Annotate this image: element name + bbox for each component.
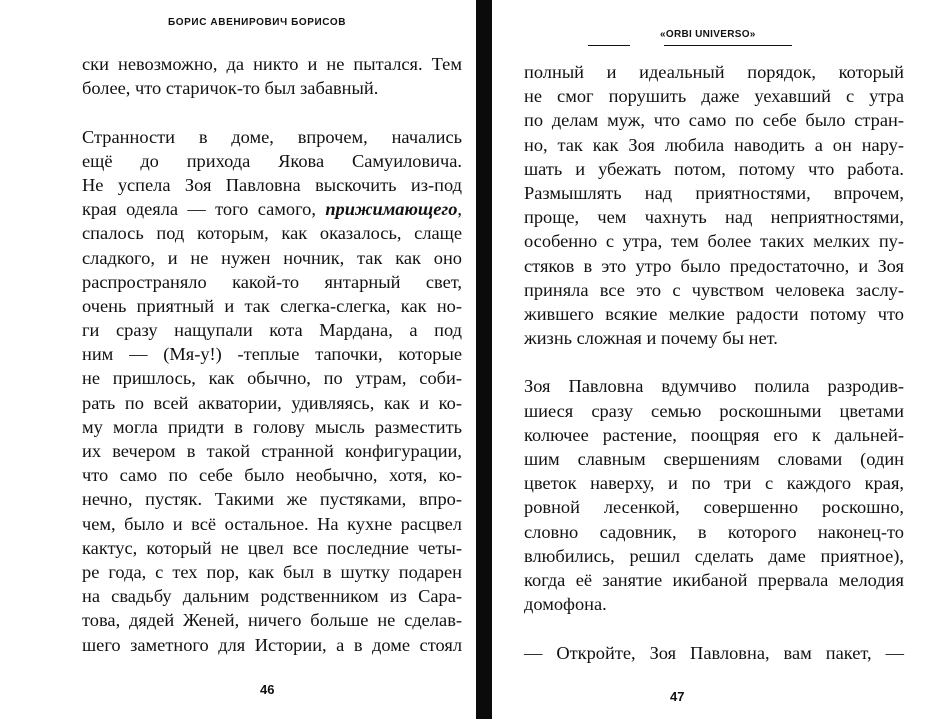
text-line: ещё до прихода Якова Самуиловича. — [82, 150, 462, 171]
text-line: приняла все это с чувством человека заслу- — [524, 279, 904, 300]
text-line: особенно с утра, тем более таких мелких пу- — [524, 231, 904, 252]
header-rule-long — [664, 45, 792, 46]
text-line: му могла придти в голову мысль разместить — [82, 416, 462, 437]
text-line: чем, было и всё остальное. На кухне расцвел — [82, 513, 462, 534]
text-line: нечно, пустяк. Такими же пустяками, впро- — [82, 489, 462, 510]
text-line: ровной лесенкой, совершенно роскошно, — [524, 497, 904, 518]
text-line: более, что старичок-то был забавный. — [82, 78, 379, 99]
text-line: ски невозможно, да никто и не пытался. Тем — [82, 54, 462, 74]
text-line: сладкого, и не нужен ночник, так как оно — [82, 247, 462, 268]
page-number-left: 46 — [260, 682, 275, 697]
text-line: стяков в это утро было предостаточно, и Зоя — [524, 255, 904, 276]
text-line — [82, 100, 462, 124]
text-line: колючее растение, поощряя его к дальней- — [524, 424, 904, 445]
text-line: шиеся сразу семью роскошными цветами — [524, 400, 904, 421]
text-line: их вечером в такой странной конфигурации, — [82, 441, 462, 461]
text-line: Размышлять над приятностями, впрочем, — [524, 182, 904, 203]
text-line: ним — (Мя-у!) -теплые тапочки, которые — [82, 344, 462, 365]
text-line: ре года, с тех пор, как был в шутку подарен — [82, 561, 462, 582]
text-line: жившего всякие мелкие радости потому что — [524, 303, 904, 324]
running-header-right: «ORBI UNIVERSO» — [660, 29, 756, 40]
text-line: Не успела Зоя Павловна выскочить из-под — [82, 174, 462, 195]
text-line: жизнь сложная и почему бы нет. — [524, 328, 778, 349]
text-line: влюбились, решил сделать даме приятное), — [524, 545, 904, 566]
text-line: что само по себе было необычно, хотя, ко- — [82, 465, 462, 486]
text-line: домофона. — [524, 594, 607, 615]
header-rule-short — [588, 45, 630, 46]
text-line: полный и идеальный порядок, который — [524, 62, 904, 82]
text-line: Странности в доме, впрочем, начались — [82, 126, 462, 147]
text-line: рать по всей акватории, удивляясь, как и ко- — [82, 392, 462, 413]
book-spine-gutter — [476, 0, 492, 719]
text-line: по делам муж, что само по себе было стран- — [524, 110, 904, 131]
text-line: спалось под которым, как оказалось, слаще — [82, 223, 462, 244]
running-header-left: БОРИС АВЕНИРОВИЧ БОРИСОВ — [168, 17, 347, 28]
text-line: шим славным свершениям словами (один — [524, 449, 904, 469]
text-line: Зоя Павловна вдумчиво полила разродив- — [524, 376, 904, 397]
text-line: цветок наверху, и по три с каждого края, — [524, 473, 904, 494]
text-line: не смог порушить даже уехавший с утра — [524, 86, 904, 107]
page-number-right: 47 — [670, 689, 685, 704]
text-line: очень приятный и так слегка-слегка, как но- — [82, 295, 462, 316]
text-line: шего заметного для Истории, а в доме стоял — [82, 634, 462, 655]
text-line: — Откройте, Зоя Павловна, вам пакет, — — [524, 642, 904, 663]
text-line: края одеяла — того самого, прижимающего, — [82, 199, 462, 220]
text-line: това, дядей Женей, ничего больше не сделав- — [82, 610, 462, 631]
text-line: кактус, который не цвел все последние четы- — [82, 537, 462, 558]
text-line: ги сразу нащупали кота Мардана, а под — [82, 320, 462, 341]
text-line: когда её занятие икибаной прервала мелодия — [524, 569, 904, 590]
text-line: проще, чем чахнуть над неприятностями, — [524, 207, 904, 228]
text-line: шать и убежать потом, потому что работа. — [524, 158, 904, 179]
emphasis: прижимающего — [325, 199, 458, 220]
text-line: но, так как Зоя любила наводить а он нару- — [524, 134, 904, 155]
text-line — [524, 350, 904, 374]
right-page — [492, 0, 949, 719]
text-line: словно садовник, в которого наконец-то — [524, 521, 904, 542]
text-line — [524, 616, 904, 640]
text-line: не пришлось, как обычно, по утрам, соби- — [82, 368, 462, 389]
right-page-body — [524, 60, 904, 665]
text-line: распространяло какой-то янтарный свет, — [82, 271, 462, 292]
text-line: на свадьбу дальним родственником из Сара- — [82, 586, 462, 607]
left-page-body — [82, 52, 462, 657]
